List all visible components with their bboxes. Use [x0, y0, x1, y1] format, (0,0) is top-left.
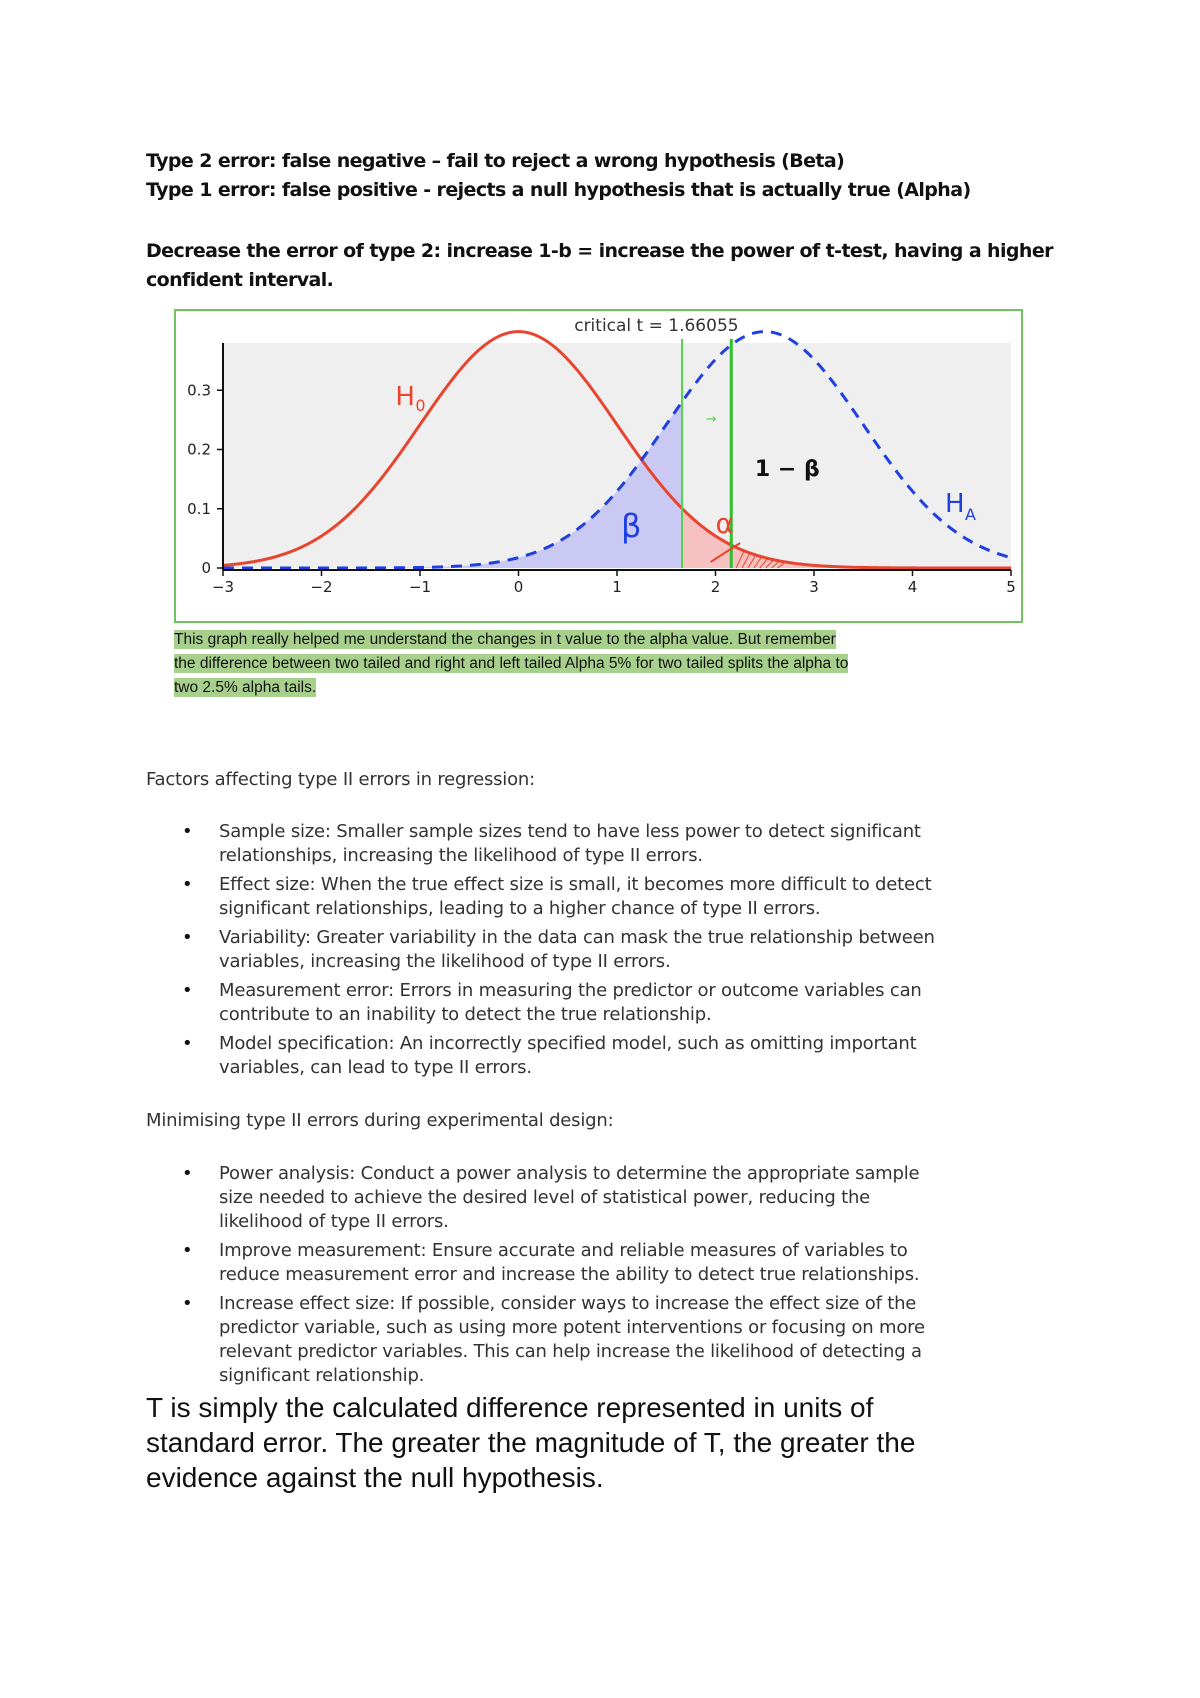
list-item	[146, 979, 1066, 1027]
x-tick-label: −2	[310, 578, 333, 596]
section1-title: Factors affecting type II errors in regression:	[146, 769, 535, 790]
bullet-dot: •	[182, 927, 193, 948]
list-item	[146, 1239, 1066, 1287]
minimise-bullet-text: predictor variable, such as using more potent interventions or focusing on more	[219, 1317, 925, 1338]
factor-bullet-text: variables, can lead to type II errors.	[219, 1057, 532, 1078]
critical-label: critical t = 1.66055	[574, 316, 739, 336]
minimise-bullet-text: Improve measurement: Ensure accurate and reliable measures of variables to	[219, 1240, 908, 1261]
h0-label: H	[395, 382, 415, 412]
figure-caption	[174, 628, 974, 700]
caption-line-2: the difference between two tailed and right and left tailed Alpha 5% for two tailed splits the alpha to	[174, 655, 849, 672]
factor-bullet-text: relationships, increasing the likelihood of type II errors.	[219, 845, 703, 866]
minimise-bullet-text: Power analysis: Conduct a power analysis to determine the appropriate sample	[219, 1163, 920, 1184]
section2-title: Minimising type II errors during experimental design:	[146, 1110, 614, 1131]
y-tick-label: 0	[201, 559, 211, 577]
factor-bullet-text: Effect size: When the true effect size is small, it becomes more difficult to detect	[219, 874, 932, 895]
x-tick-label: −1	[408, 578, 432, 596]
factor-bullet-text: contribute to an inability to detect the true relationship.	[219, 1004, 712, 1025]
list-item	[146, 820, 1066, 868]
ha-label-subscript: A	[965, 505, 976, 524]
decrease-error-line-2: confident interval.	[146, 269, 334, 291]
shift-arrow: →	[705, 412, 717, 427]
minimise-bullet-text: likelihood of type II errors.	[219, 1211, 449, 1232]
x-tick-label: 1	[612, 578, 622, 596]
list-item	[146, 1292, 1066, 1388]
ha-label: H	[945, 489, 965, 519]
minimise-bullet-text: significant relationship.	[219, 1365, 425, 1386]
x-tick-label: 4	[907, 578, 918, 596]
minimise-bullet-text: reduce measurement error and increase the ability to detect true relationships.	[219, 1264, 920, 1285]
minimise-bullet-text: Increase effect size: If possible, consider ways to increase the effect size of the	[219, 1293, 917, 1314]
decrease-error-line: Decrease the error of type 2: increase 1-b = increase the power of t-test, having a higher	[146, 240, 1053, 262]
caption-line-1: This graph really helped me understand the changes in t value to the alpha value. But remember	[174, 631, 836, 648]
power-figure	[174, 309, 1023, 623]
bullet-dot: •	[182, 1033, 193, 1054]
closing-line-2: standard error. The greater the magnitude of T, the greater the	[146, 1427, 916, 1458]
bullet-dot: •	[182, 1240, 193, 1261]
minimising-list	[146, 1162, 1066, 1393]
caption-line-3: two 2.5% alpha tails.	[174, 679, 317, 696]
bullet-dot: •	[182, 821, 193, 842]
factor-bullet-text: Sample size: Smaller sample sizes tend to have less power to detect significant	[219, 821, 921, 842]
factors-list	[146, 820, 1066, 1085]
x-tick-label: 0	[513, 578, 524, 596]
factor-bullet-text: significant relationships, leading to a higher chance of type II errors.	[219, 898, 821, 919]
bullet-dot: •	[182, 980, 193, 1001]
h0-label-subscript: 0	[415, 396, 426, 415]
x-tick-label: 5	[1006, 578, 1016, 596]
minimise-bullet-text: relevant predictor variables. This can help increase the likelihood of detecting a	[219, 1341, 922, 1362]
factor-bullet-text: Measurement error: Errors in measuring the predictor or outcome variables can	[219, 980, 922, 1001]
type2-definition: Type 2 error: false negative – fail to reject a wrong hypothesis (Beta)	[146, 150, 845, 172]
bullet-dot: •	[182, 1293, 193, 1314]
x-tick-label: 2	[710, 578, 721, 596]
y-tick-label: 0.1	[187, 499, 211, 518]
beta-label: β	[620, 507, 642, 545]
x-tick-label: −3	[211, 578, 235, 596]
type1-definition: Type 1 error: false positive - rejects a null hypothesis that is actually true (Alpha)	[146, 179, 971, 201]
bullet-dot: •	[182, 1163, 193, 1184]
y-tick-label: 0.3	[187, 381, 211, 400]
bullet-dot: •	[182, 874, 193, 895]
factor-bullet-text: Variability: Greater variability in the data can mask the true relationship between	[219, 927, 935, 948]
list-item	[146, 1162, 1066, 1234]
factor-bullet-text: variables, increasing the likelihood of type II errors.	[219, 951, 671, 972]
list-item	[146, 873, 1066, 921]
power-label: 1 − β	[754, 457, 820, 482]
list-item	[146, 926, 1066, 974]
alpha-label: α	[715, 507, 734, 540]
factor-bullet-text: Model specification: An incorrectly specified model, such as omitting important	[219, 1033, 917, 1054]
list-item	[146, 1032, 1066, 1080]
y-tick-label: 0.2	[187, 440, 211, 459]
closing-line-1: T is simply the calculated difference represented in units of	[146, 1392, 874, 1423]
power-chart	[176, 311, 1021, 621]
minimise-bullet-text: size needed to achieve the desired level of statistical power, reducing the	[219, 1187, 871, 1208]
closing-paragraph	[146, 1390, 1026, 1495]
closing-line-3: evidence against the null hypothesis.	[146, 1462, 604, 1493]
x-tick-label: 3	[809, 578, 819, 596]
